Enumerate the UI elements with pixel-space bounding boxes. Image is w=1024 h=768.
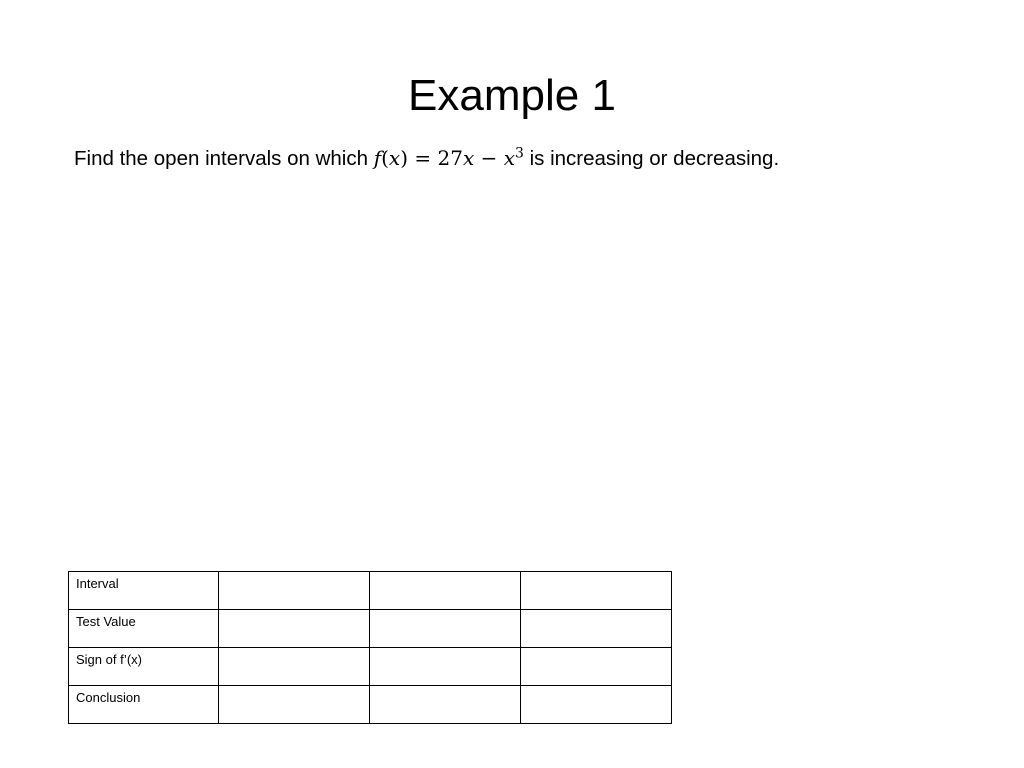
minus-sign: − <box>474 146 504 170</box>
function-name: f <box>373 146 382 170</box>
cubic-term-variable: x <box>503 146 515 170</box>
problem-text-after: is increasing or decreasing. <box>523 147 780 170</box>
function-expression <box>374 146 524 170</box>
close-paren: ) <box>400 146 409 170</box>
table-cell[interactable] <box>370 572 521 610</box>
table-cell[interactable] <box>521 648 672 686</box>
table-cell[interactable] <box>370 610 521 648</box>
function-variable: x <box>388 146 401 170</box>
slide-title: Example 1 <box>408 71 616 120</box>
table-row <box>69 648 672 686</box>
open-paren: ( <box>381 146 389 170</box>
exponent: 3 <box>514 145 524 162</box>
row-label-interval: Interval <box>69 572 219 610</box>
table-row <box>69 686 672 724</box>
row-label-sign: Sign of f’(x) <box>69 648 219 686</box>
equals-coefficient: = 27 <box>408 146 463 170</box>
problem-text-before: Find the open intervals on which <box>74 147 374 170</box>
linear-term-variable: x <box>462 146 475 170</box>
table-cell[interactable] <box>521 610 672 648</box>
row-label-test-value: Test Value <box>69 610 219 648</box>
table-cell[interactable] <box>219 648 370 686</box>
row-label-conclusion: Conclusion <box>69 686 219 724</box>
table-cell[interactable] <box>219 610 370 648</box>
table-cell[interactable] <box>521 686 672 724</box>
table-cell[interactable] <box>219 572 370 610</box>
table-cell[interactable] <box>219 686 370 724</box>
problem-statement <box>74 140 974 177</box>
sign-chart-table <box>68 571 672 724</box>
table-cell[interactable] <box>521 572 672 610</box>
table-row <box>69 610 672 648</box>
table-cell[interactable] <box>370 686 521 724</box>
table-cell[interactable] <box>370 648 521 686</box>
table-row <box>69 572 672 610</box>
